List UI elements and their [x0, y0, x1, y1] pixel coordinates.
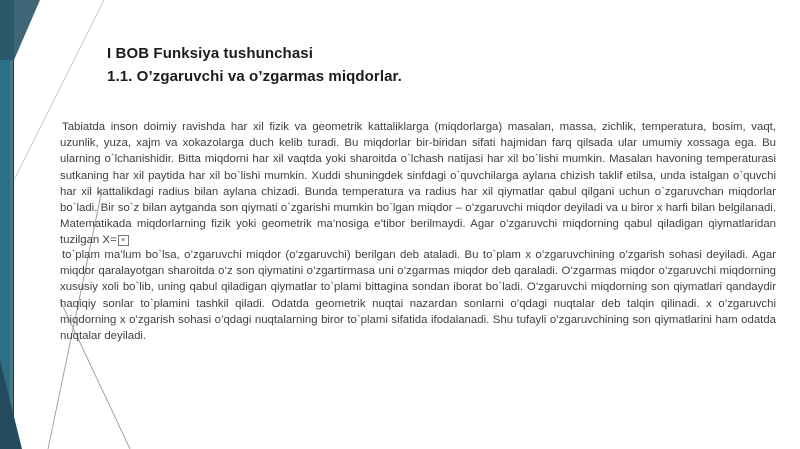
- paragraph-1: [60, 119, 776, 249]
- top-angle-shape: [0, 0, 40, 60]
- section-title: 1.1. O’zgaruvchi va o’zgarmas miqdorlar.: [107, 68, 402, 85]
- paragraph-2: [60, 247, 776, 344]
- left-stripe: [10, 0, 13, 449]
- paragraph-1-text: Tabiatda inson doimiy ravishda har xil fizik va geometrik kattaliklarga (miqdorlarga) masalan, massa, zichlik, temperatura, bosim, vaqt, uzunlik, yuza, xajm va xokazolarga duch kelib turadi. Bu miqdorlar bir-biridan sifati hajmidan farq qilsada ular umumiy xossaga ega. Bu ularning o`lchanishidir. Bitta miqdorni har xil vaqtda yoki sharoitda o`lchash natijasi har xil bo`lishi mumkin. Masalan havoning temperaturasi sutkaning har xil paytida har xil bo`lishi mumkin. Xuddi shuningdek sinfdagi o`quvchilarga aylana chizish taklif etilsa, unda istalgan o`quvchi har xil kattalikdagi radius bilan aylana chizadi. Bunda temperatura va radius har xil qiymatlar qabul qilgani uchun o`zgaruvchan miqdorlar bo`ladi. Bir so`z bilan aytganda son qiymati o`zgarishi mumkin bo`lgan miqdor – o’zgaruvchi miqdor deyiladi va u biror x harfi bilan belgilanadi. Matematikada miqdorlarning fizik yoki geometrik ma’nosiga e’tibor berilmaydi. Agar o’zgaruvchi miqdorning qabul qiladigan qiymatlaridan tuzilgan X=: [60, 121, 776, 247]
- paragraph-2-text: to`plam ma’lum bo`lsa, o’zgaruvchi miqdor (o’zgaruvchi) berilgan deb ataladi. Bu to`plam x o’zgaruvchining o’zgarish sohasi deyiladi. Agar miqdor qaralayotgan sharoitda o’z son qiymatini o’zgartirmasa uni o’zgarmas miqdor deb qaraladi. O’zgarmas miqdor o’zgaruvchi miqdorning xususiy xoli bo`lib, uning qabul qiladigan qiymatlar to`plami bittagina sondan iborat bo`ladi. O’zgaruvchi miqdorning son qiymatlari qandaydir haqiqiy sonlar to`plamini tashkil qiladi. Odatda geometrik nuqtai nazardan sonlarni o’qdagi nuqtalar deb talqin qilinadi. x o’zgaruvchi miqdorning x o’zgarish sohasi o’qdagi nuqtalarning biror to`plami sifatida ifodalanadi. Shu tufayli o’zgaruvchining son qiymatlarini ham odatda nuqtalar deyiladi.: [60, 249, 776, 343]
- formula-image-placeholder-icon: ×: [118, 235, 129, 246]
- chapter-title: I BOB Funksiya tushunchasi: [107, 45, 313, 62]
